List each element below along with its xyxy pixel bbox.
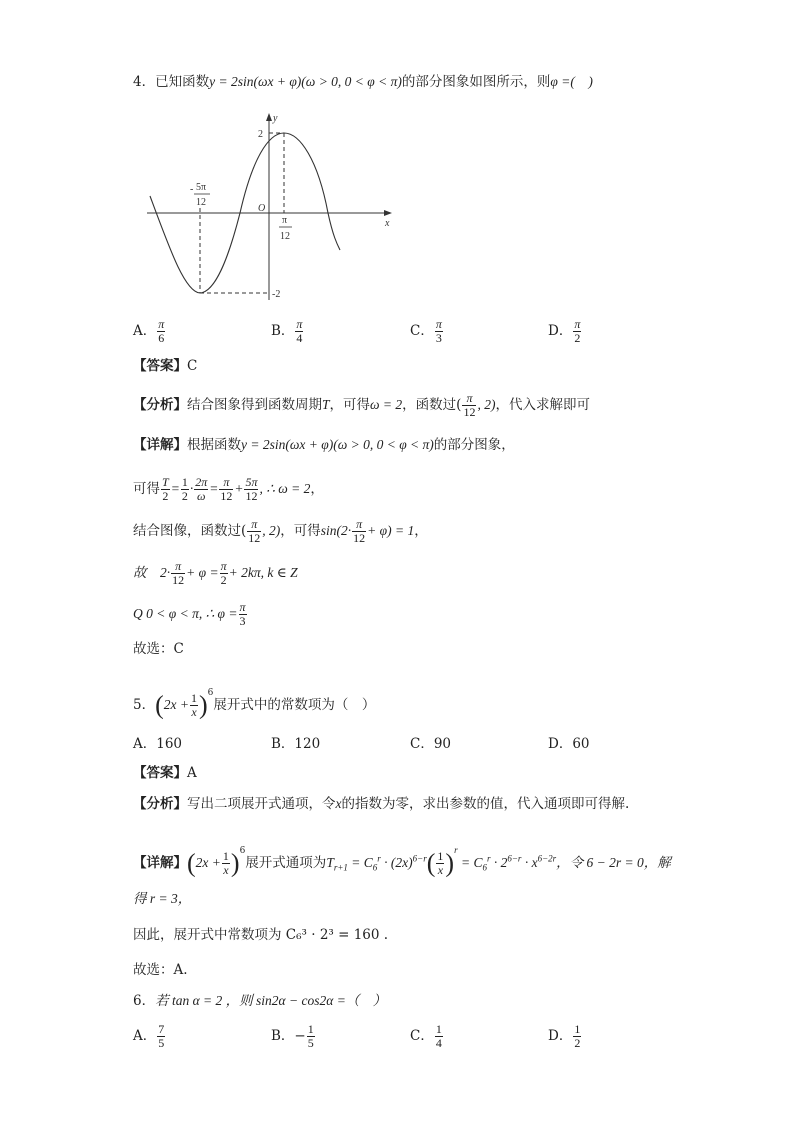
q4-step4: Q 0 < φ < π, ∴ φ = $\frac{\pi}{3}$ xyxy=(133,600,246,628)
q5-choice: 故选：A. xyxy=(133,962,188,978)
q5-detail-line3: 因此，展开式中常数项为 C₆³ · 2³ = 160 . xyxy=(133,927,389,943)
y-min-label: -2 xyxy=(272,289,281,300)
x-axis-arrow xyxy=(384,210,392,216)
x-right-tick-den: 12 xyxy=(280,231,290,242)
q5-answer: 【答案】A xyxy=(133,765,197,781)
q5-detail: 【详解】(2x + $\frac{1}{x}$ )$^6$展开式通项为$T_{r+1} = C_6^r \cdot (2x)^{6-r}$( $\frac{1}{x}$ )$^r = C_6^r \cdot 2^{6-r} \cdot x^{6-2r}$，令 6 − 2r = 0，解 xyxy=(133,845,671,878)
x-axis-label: x xyxy=(385,218,390,229)
origin-label: O xyxy=(258,203,266,214)
q4-step1: 可得 $\frac{T}{2}$ = $\frac{1}{2}$ · $\frac{2\pi}{\omega}$ = $\frac{\pi}{12}$ + $\frac{5\pi}{12}$ , ∴ ω = 2， xyxy=(133,475,324,503)
q4-detail: 【详解】根据函数y = 2sin(ωx + φ)(ω > 0, 0 < φ < π)的部分图象， xyxy=(133,437,515,453)
q5-detail-line2: 得 r = 3， xyxy=(133,891,192,906)
q4-choice: 故选：C xyxy=(133,641,184,657)
x-right-tick-num: π xyxy=(282,215,288,226)
q4-option-d[interactable]: D． $\frac{\pi}{2}$ xyxy=(548,317,581,345)
q4-option-b[interactable]: B． $\frac{\pi}{4}$ xyxy=(271,317,303,345)
q4-step3: 故 2· $\frac{\pi}{12}$ + φ = $\frac{\pi}{2}$ + 2kπ, k ∈ Z xyxy=(133,559,298,587)
x-left-tick-sign: - xyxy=(190,184,194,195)
q5-option-d[interactable]: D．60 xyxy=(548,736,590,752)
y-axis-arrow xyxy=(266,113,272,121)
q4-option-a[interactable]: A． $\frac{\pi}{6}$ xyxy=(133,317,165,345)
q5-option-a[interactable]: A．160 xyxy=(133,736,183,752)
q4-analysis: 【分析】结合图象得到函数周期T，可得ω = 2，函数过( $\frac{\pi}{12}$ , 2)，代入求解即可 xyxy=(133,391,590,419)
q4-stem: 4．已知函数y = 2sin(ωx + φ)(ω > 0, 0 < φ < π)的部分图象如图所示，则φ =( ) xyxy=(133,74,593,90)
x-left-tick-den: 12 xyxy=(196,197,206,208)
sine-curve xyxy=(150,133,340,293)
q6-stem: 6．若 tan α = 2 ，则 sin2α − cos2α =（ ） xyxy=(133,993,387,1009)
q6-option-d[interactable]: D． $\frac{1}{2}$ xyxy=(548,1022,581,1050)
q6-option-c[interactable]: C． $\frac{1}{4}$ xyxy=(410,1022,442,1050)
q4-step2: 结合图像，函数过( $\frac{\pi}{12}$ , 2)，可得sin(2· $\frac{\pi}{12}$ + φ) = 1， xyxy=(133,517,428,545)
q5-option-b[interactable]: B．120 xyxy=(271,736,321,752)
q4-function: y = 2sin(ωx + φ)(ω > 0, 0 < φ < π) xyxy=(209,74,402,89)
q5-stem: 5．(2x + $\frac{1}{x}$ )$^6$展开式中的常数项为（ ） xyxy=(133,688,376,720)
q6-option-a[interactable]: A． $\frac{7}{5}$ xyxy=(133,1022,165,1050)
q5-analysis: 【分析】写出二项展开式通项，令x的指数为零，求出参数的值，代入通项即可得解. xyxy=(133,796,630,812)
y-max-label: 2 xyxy=(258,129,263,140)
q4-answer: 【答案】C xyxy=(133,358,198,374)
q5-option-c[interactable]: C．90 xyxy=(410,736,452,752)
q6-option-b[interactable]: B．− $\frac{1}{5}$ xyxy=(271,1022,314,1050)
y-axis-label: y xyxy=(273,113,278,124)
x-left-tick-num: 5π xyxy=(196,182,207,193)
q4-option-c[interactable]: C． $\frac{\pi}{3}$ xyxy=(410,317,442,345)
